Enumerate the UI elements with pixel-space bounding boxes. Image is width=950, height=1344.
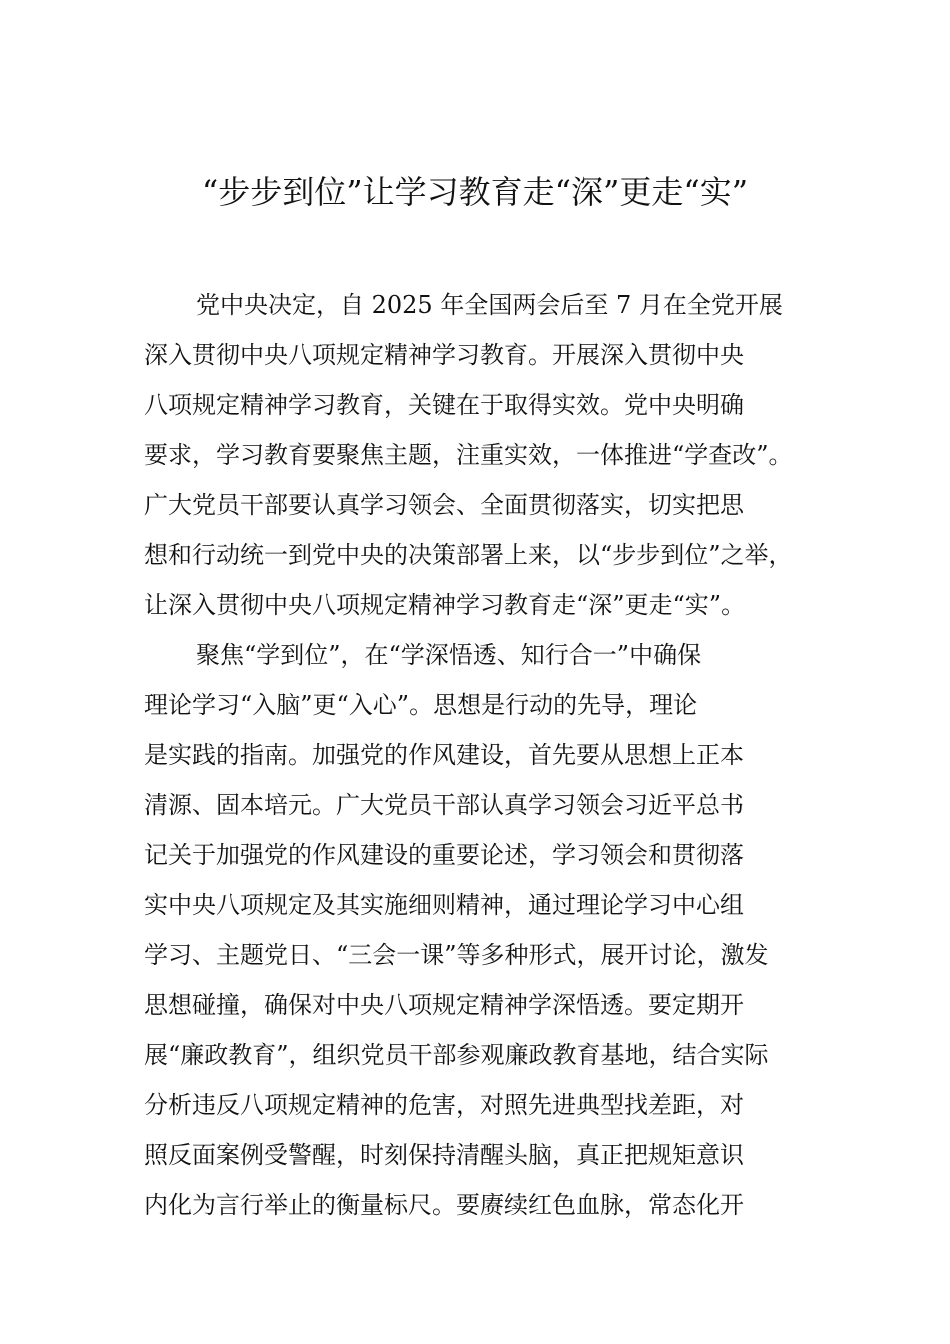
text-line: 理论学习“入脑”更“入心”。思想是行动的先导，理论 bbox=[144, 691, 698, 719]
text-line: 实中央八项规定及其实施细则精神，通过理论学习中心组 bbox=[144, 891, 744, 919]
text-line: 清源、固本培元。广大党员干部认真学习领会习近平总书 bbox=[144, 791, 744, 819]
text-line: 内化为言行举止的衡量标尺。要赓续红色血脉，常态化开 bbox=[144, 1191, 744, 1219]
text-line: 照反面案例受警醒，时刻保持清醒头脑，真正把规矩意识 bbox=[144, 1141, 744, 1169]
text-line: 让深入贯彻中央八项规定精神学习教育走“深”更走“实”。 bbox=[144, 591, 746, 619]
text-line: 八项规定精神学习教育，关键在于取得实效。党中央明确 bbox=[144, 391, 744, 419]
text-line: 深入贯彻中央八项规定精神学习教育。开展深入贯彻中央 bbox=[144, 341, 744, 369]
text-line: 广大党员干部要认真学习领会、全面贯彻落实，切实把思 bbox=[144, 491, 744, 519]
text-line: 思想碰撞，确保对中央八项规定精神学深悟透。要定期开 bbox=[144, 991, 744, 1019]
text-line: 要求，学习教育要聚焦主题，注重实效，一体推进“学查改”。 bbox=[144, 441, 793, 469]
document-title: “步步到位”让学习教育走“深”更走“实” bbox=[201, 173, 749, 211]
text-line: 学习、主题党日、“三会一课”等多种形式，展开讨论，激发 bbox=[144, 941, 769, 969]
text-line: 分析违反八项规定精神的危害，对照先进典型找差距，对 bbox=[144, 1091, 744, 1119]
text-line: 党中央决定，自 2025 年全国两会后至 7 月在全党开展 bbox=[196, 291, 783, 319]
document-body bbox=[144, 280, 824, 1230]
paragraph-2 bbox=[144, 630, 824, 1230]
text-line: 想和行动统一到党中央的决策部署上来，以“步步到位”之举， bbox=[144, 541, 793, 569]
text-line: 展“廉政教育”，组织党员干部参观廉政教育基地，结合实际 bbox=[144, 1041, 769, 1069]
text-line: 是实践的指南。加强党的作风建设，首先要从思想上正本 bbox=[144, 741, 744, 769]
text-line: 记关于加强党的作风建设的重要论述，学习领会和贯彻落 bbox=[144, 841, 744, 869]
text-line: 聚焦“学到位”，在“学深悟透、知行合一”中确保 bbox=[196, 641, 702, 669]
paragraph-1 bbox=[144, 280, 824, 630]
